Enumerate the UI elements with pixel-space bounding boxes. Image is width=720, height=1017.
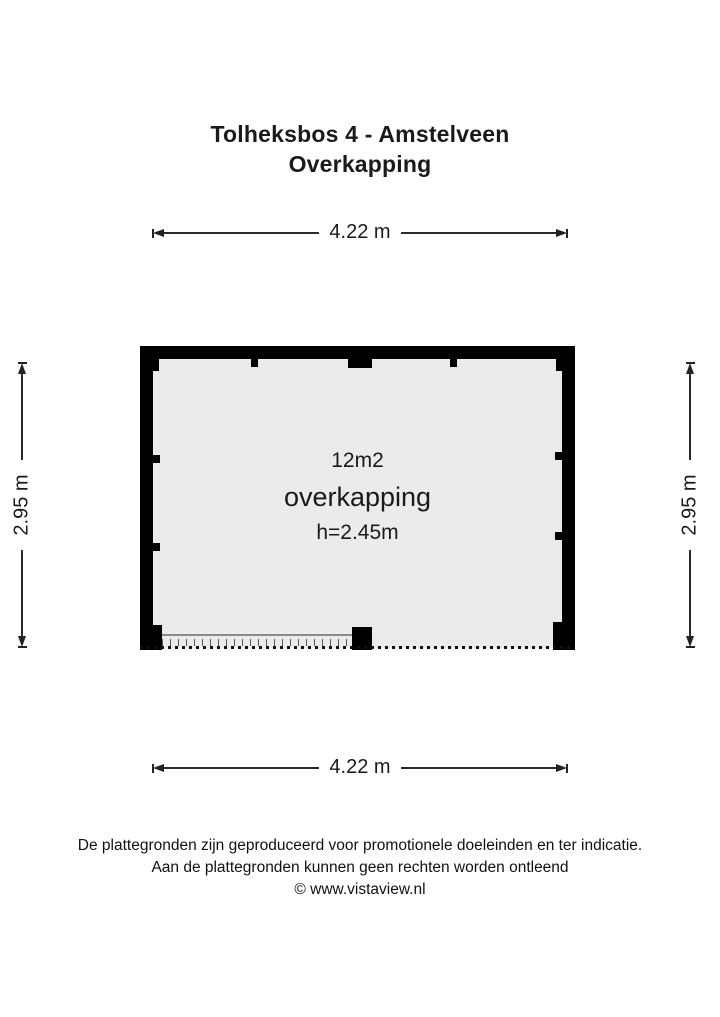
dimension-line — [401, 767, 556, 769]
dimension-right-label: 2.95 m — [678, 474, 701, 536]
title-floor-name: Overkapping — [288, 150, 432, 177]
room-area-label: 12m2 — [331, 449, 384, 472]
dimension-bottom-label: 4.22 m — [329, 755, 391, 778]
dimension-end-tick — [566, 764, 568, 773]
arrow-left-icon — [153, 764, 164, 772]
dimension-line — [401, 232, 556, 234]
floorplan-drawing — [140, 346, 575, 650]
dimension-bottom — [152, 755, 568, 778]
column-top-middle — [348, 346, 372, 368]
dimension-end-tick — [566, 229, 568, 238]
wall-post-top-2 — [450, 359, 457, 367]
wall-right — [562, 346, 575, 650]
corner-column-top-right — [556, 346, 575, 371]
dimension-left-label-wrap — [10, 460, 33, 550]
dimension-line — [164, 767, 319, 769]
dimension-top-label: 4.22 m — [329, 220, 391, 243]
title-address: Tolheksbos 4 - Amstelveen — [210, 121, 510, 147]
disclaimer-line-2: Aan de plattegronden kunnen geen rechten worden ontleend — [151, 859, 569, 876]
open-side-dashed-line — [140, 646, 575, 649]
dimension-right-label-wrap — [678, 460, 701, 550]
dimension-left — [10, 362, 33, 648]
dimension-right — [678, 362, 701, 648]
dimension-left-label: 2.95 m — [10, 474, 33, 536]
dimension-end-tick — [686, 646, 695, 648]
dimension-line — [21, 374, 23, 460]
arrow-up-icon — [686, 363, 694, 374]
page-title — [0, 120, 720, 180]
arrow-left-icon — [153, 229, 164, 237]
railing-hatch-pattern — [162, 639, 352, 646]
disclaimer-line-1: De plattegronden zijn geproduceerd voor promotionele doeleinden en ter indicatie. — [77, 837, 643, 854]
dimension-line — [164, 232, 319, 234]
wall-post-top-1 — [251, 359, 258, 367]
room-name-label: overkapping — [283, 482, 432, 512]
dimension-end-tick — [18, 646, 27, 648]
dimension-line — [689, 550, 691, 636]
arrow-up-icon — [18, 363, 26, 374]
room-labels — [153, 444, 562, 550]
disclaimer — [0, 835, 720, 901]
room-height-label: h=2.45m — [316, 521, 399, 544]
dimension-line — [21, 550, 23, 636]
dimension-top — [152, 220, 568, 243]
corner-column-top-left — [140, 346, 159, 371]
wall-left — [140, 346, 153, 650]
copyright-line: © www.vistaview.nl — [294, 881, 426, 898]
dimension-line — [689, 374, 691, 460]
